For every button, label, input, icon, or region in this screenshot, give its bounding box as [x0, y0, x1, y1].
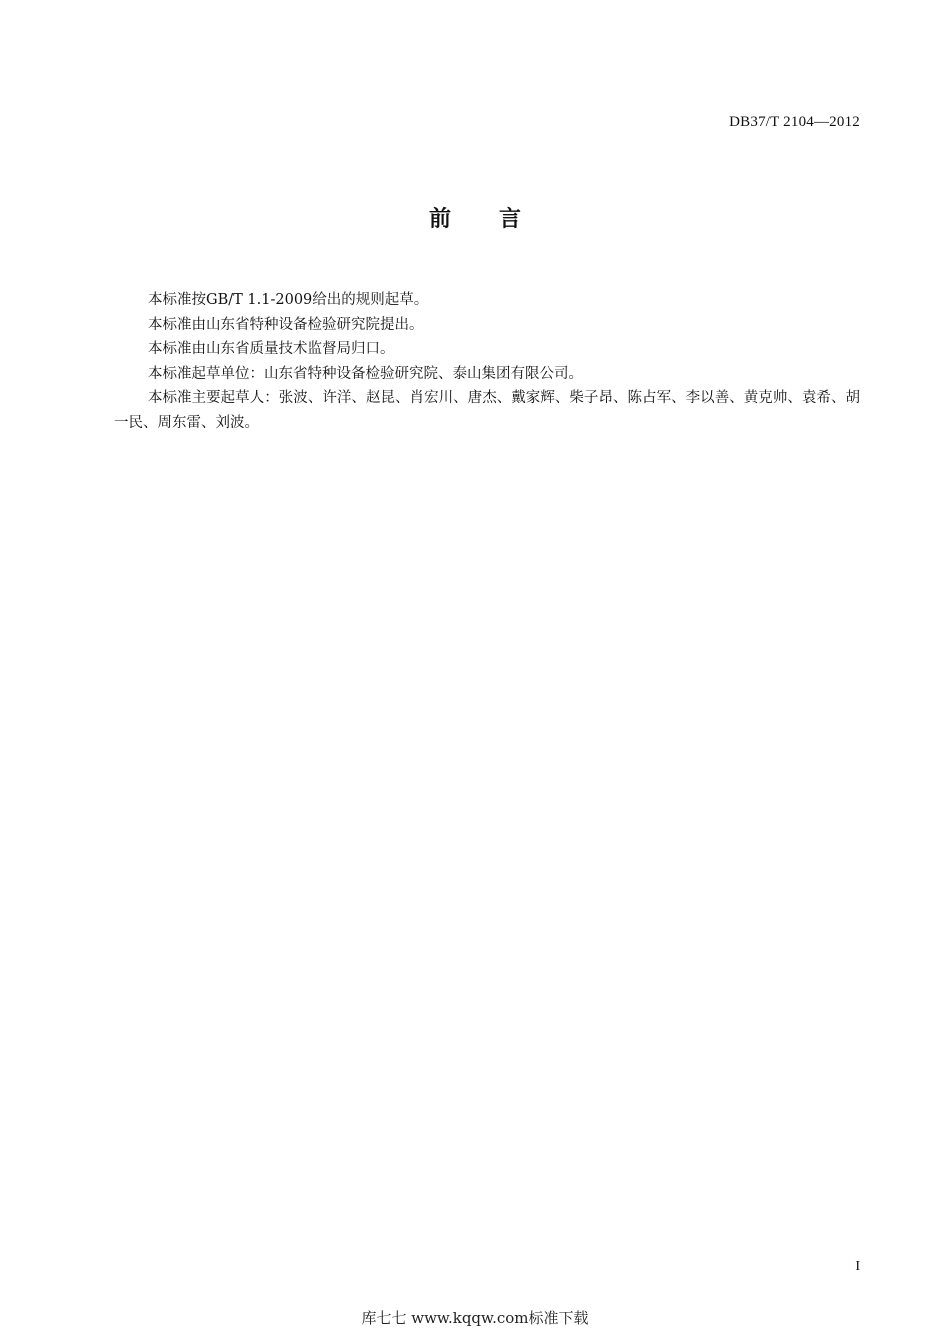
page-number: I — [855, 1259, 860, 1274]
paragraph-drafting-units: 本标准起草单位：山东省特种设备检验研究院、泰山集团有限公司。 — [148, 365, 583, 382]
footer-watermark: 库七七 www.kqqw.com标准下载 — [361, 1309, 589, 1327]
foreword-body — [114, 288, 860, 435]
paragraph-centralized-by: 本标准由山东省质量技术监督局归口。 — [148, 341, 395, 357]
title-char-1: 前 — [428, 207, 451, 232]
document-number: DB37/T 2104—2012 — [729, 114, 860, 130]
paragraph-drafting-rules: 本标准按GB/T 1.1-2009给出的规则起草。 — [148, 292, 429, 308]
title-char-2: 言 — [499, 207, 522, 232]
page-title — [0, 202, 950, 233]
paragraph-proposer: 本标准由山东省特种设备检验研究院提出。 — [148, 316, 424, 333]
paragraph-drafters: 本标准主要起草人：张波、许洋、赵昆、肖宏川、唐杰、戴家辉、柴子昂、陈占军、李以善、黄克帅、袁希、胡一民、周东雷、刘波。 — [114, 390, 860, 431]
